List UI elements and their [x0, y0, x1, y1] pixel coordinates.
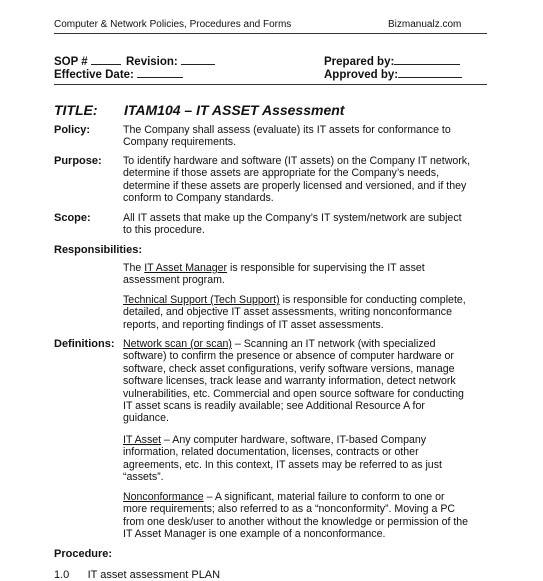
purpose-line: To identify hardware and software (IT assets) on the Company IT network,: [123, 155, 471, 167]
header-right: Bizmanualz.com: [388, 19, 462, 30]
prepared-by-label: Prepared by:: [324, 56, 395, 68]
it-asset-definition: [123, 434, 442, 484]
asset-manager-prefix: The: [123, 262, 145, 274]
policy-label: Policy:: [54, 124, 91, 136]
procedure-label: Procedure:: [54, 548, 113, 560]
nonconformance-line: IT Asset Manager is one example of a nonconformance.: [123, 528, 386, 541]
scope-label: Scope:: [54, 212, 91, 224]
page-title: ITAM104 – IT ASSET Assessment: [124, 102, 345, 118]
asset-manager-responsibility: [123, 262, 425, 287]
scope-line: to this procedure.: [123, 224, 205, 237]
revision-blank: [181, 54, 215, 65]
it-asset-line: “assets”.: [123, 471, 164, 484]
asset-manager-rest: is responsible for supervising the IT asset: [227, 262, 425, 274]
purpose-label: Purpose:: [54, 155, 102, 167]
nonconformance-line: more requirements; also referred to as a “nonconformity”. Moving a PC: [123, 503, 456, 516]
effective-date-field: [54, 67, 183, 81]
sop-label: SOP #: [54, 56, 88, 68]
approved-by-label: Approved by:: [324, 69, 399, 81]
nonconformance-term: Nonconformance: [123, 491, 204, 503]
tech-support-rest: is responsible for conducting complete,: [279, 294, 466, 306]
it-asset-term: IT Asset: [123, 434, 162, 446]
prepared-by-field: [324, 54, 460, 68]
tech-support-line: detailed, and objective IT asset assessments, writing nonconformance: [123, 306, 452, 319]
network-scan-line: software, check asset configurations, verify software versions, manage: [123, 362, 455, 375]
prepared-by-blank: [394, 54, 460, 65]
asset-manager-line: assessment program.: [123, 274, 225, 287]
network-scan-definition: [123, 338, 464, 425]
purpose-line: determine if those assets are appropriate for the Company’s needs,: [123, 167, 440, 180]
it-asset-rest: – Any computer hardware, software, IT-based Company: [161, 434, 427, 446]
revision-label: Revision:: [126, 56, 178, 68]
asset-manager-term: IT Asset Manager: [144, 262, 228, 274]
nonconformance-rest: – A significant, material failure to conform to one or: [203, 491, 445, 503]
network-scan-line: software licenses, track lease and warranty information, detect network: [123, 375, 456, 388]
procedure-first-item: 1.0 IT asset assessment PLAN: [54, 569, 221, 581]
scope-line: All IT assets that make up the Company’s IT system/network are subject: [123, 212, 462, 224]
meta-rule: [54, 84, 487, 85]
tech-support-term: Technical Support (Tech Support): [123, 294, 280, 306]
network-scan-line: IT asset scans is readily available; see Additional Resource A for: [123, 400, 425, 413]
title-label: TITLE:: [54, 102, 98, 118]
policy-line: The Company shall assess (evaluate) its IT assets for conformance to: [123, 124, 451, 136]
effective-date-label: Effective Date:: [54, 69, 134, 81]
tech-support-line: reports, and reporting findings of IT asset assessments.: [123, 318, 384, 331]
effective-date-blank: [137, 67, 183, 78]
revision-field: [126, 54, 215, 68]
approved-by-field: [324, 67, 462, 81]
nonconformance-line: from one desk/user to another without the knowledge or permission of the: [123, 515, 469, 528]
responsibilities-label: Responsibilities:: [54, 244, 143, 256]
policy-text: [123, 124, 451, 149]
it-asset-line: agreements, etc. In this context, IT assets may be referred to as just: [123, 458, 442, 471]
header-rule: [54, 33, 487, 34]
network-scan-term: Network scan (or scan): [123, 338, 232, 350]
purpose-text: [123, 155, 470, 205]
sop-blank: [91, 54, 121, 65]
network-scan-line: software) to confirm the presence or absence of computer hardware or: [123, 350, 454, 363]
header-left: Computer & Network Policies, Procedures and Forms: [54, 19, 292, 30]
sop-field: [54, 54, 121, 68]
network-scan-rest: – Scanning an IT network (with specialized: [231, 338, 436, 350]
policy-line: Company requirements.: [123, 136, 237, 149]
network-scan-line: vulnerabilities, etc. Commercial and open source software for conducting: [123, 387, 464, 400]
purpose-line: conform to Company standards.: [123, 192, 274, 205]
definitions-label: Definitions:: [54, 338, 115, 350]
approved-by-blank: [398, 67, 462, 78]
it-asset-line: information, related documentation, licenses, contracts or other: [123, 446, 419, 459]
scope-text: [123, 212, 462, 237]
network-scan-line: guidance.: [123, 412, 169, 425]
tech-support-responsibility: [123, 294, 466, 331]
purpose-line: determine if these assets are properly licensed and versioned, and if they: [123, 179, 467, 192]
nonconformance-definition: [123, 491, 468, 541]
